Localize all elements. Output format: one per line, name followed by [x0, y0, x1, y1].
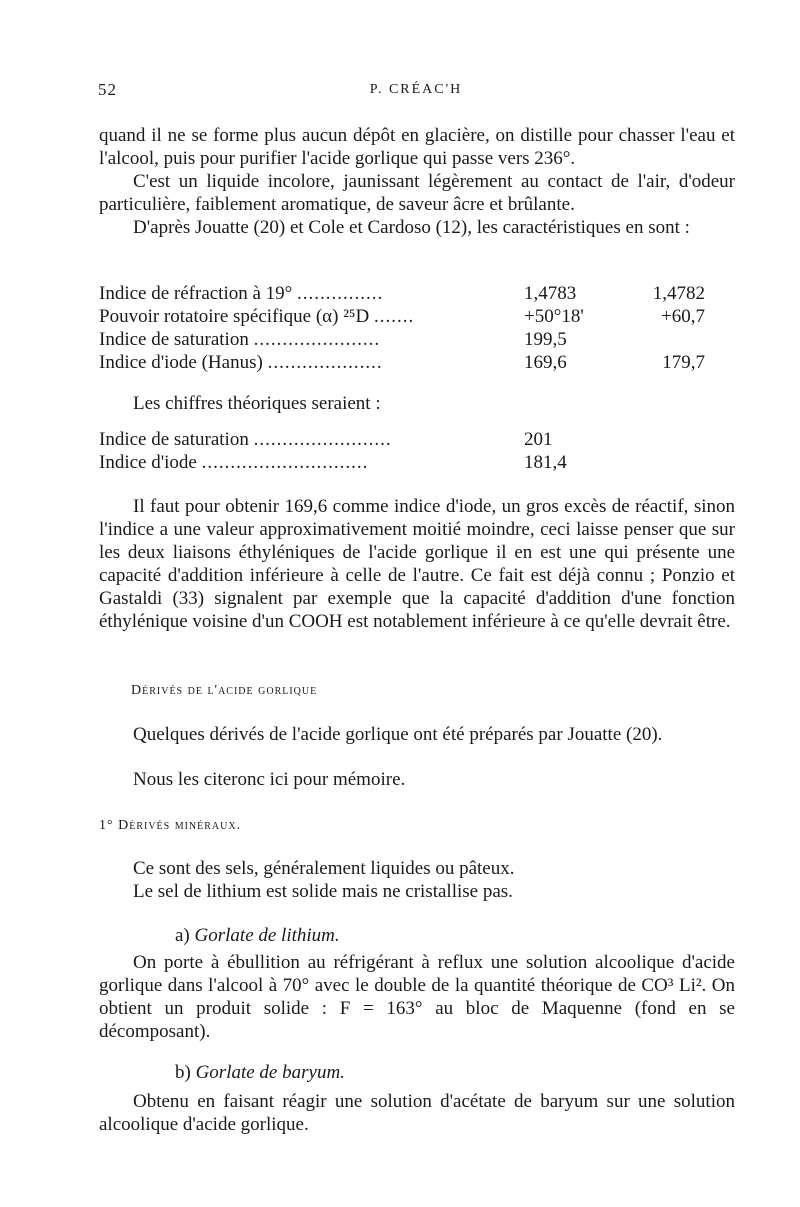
table-row: Indice de saturation ........................ 201: [99, 429, 553, 450]
paragraph-sels: Ce sont des sels, généralement liquides ou pâteux.: [133, 858, 515, 879]
characteristics-table: [99, 283, 735, 375]
running-title: P. CRÉAC'H: [369, 82, 463, 97]
value-cole-cardoso: 1,4782: [652, 283, 705, 304]
paragraph-derives-intro: Quelques dérivés de l'acide gorlique ont été préparés par Jouatte (20).: [133, 724, 663, 745]
paragraph-lithium-prep: On porte à ébullition au réfrigérant à reflux une solution alcoolique d'acide gorlique dans l'alcool à 70° avec le double de la quantité théorique de CO³ Li². On obtient un produit solide : F = 163° au bloc de Maquenne (fond en se décomposant).: [99, 952, 735, 1042]
page-header: [98, 80, 734, 104]
table-row: Indice d'iode (Hanus) .................... 169,6 179,7: [99, 352, 705, 373]
subheading-gorlate-lithium: a) Gorlate de lithium.: [175, 925, 340, 946]
table-row: Pouvoir rotatoire spécifique (α) ²⁵D ....... +50°18' +60,7: [99, 306, 705, 327]
table-row: Indice d'iode ............................. 181,4: [99, 452, 567, 473]
table-row: Indice de réfraction à 19° ............... 1,4783 1,4782: [99, 283, 705, 304]
value-jouatte: +50°18': [524, 306, 584, 327]
paragraph-iodine-discussion: Il faut pour obtenir 169,6 comme indice d'iode, un gros excès de réactif, sinon l'indice a une valeur approximativement moitié moindre, ceci laisse penser que sur les deux liaisons éthyléniques de l'acide gorlique il en est une qui présente une capacité d'addition inférieure à celle de l'autre. Ce fait est déjà connu ; Ponzio et Gastaldi (33) signalent par exemple que la capacité d'addition d'une fonction éthylénique voisine d'un COOH est notablement inférieure à ce qu'elle devrait être.: [99, 496, 735, 632]
paragraph-distillation: quand il ne se forme plus aucun dépôt en glacière, on distille pour chasser l'eau et l'alcool, puis pour purifier l'acide gorlique qui passe vers 236°.: [99, 125, 735, 169]
paragraph-lithium-solid: Le sel de lithium est solide mais ne cristallise pas.: [133, 881, 513, 902]
value-cole-cardoso: 179,7: [662, 352, 705, 373]
value-jouatte: 199,5: [524, 329, 567, 350]
value-jouatte: 1,4783: [524, 283, 577, 304]
value-jouatte: 169,6: [524, 352, 567, 373]
row-label: Indice de réfraction à 19°: [99, 283, 293, 304]
paragraph-memoire: Nous les citeronc ici pour mémoire.: [133, 769, 406, 790]
section-heading-mineraux: 1° Dérivés minéraux.: [99, 818, 242, 833]
section-heading-derives: Dérivés de l'acide gorlique: [131, 683, 318, 698]
value-theoretical: 201: [524, 429, 553, 450]
row-label: Pouvoir rotatoire spécifique (α) ²⁵D: [99, 306, 370, 327]
paragraph-theoretical-intro: Les chiffres théoriques seraient :: [133, 393, 381, 414]
subheading-gorlate-baryum: b) Gorlate de baryum.: [175, 1062, 345, 1083]
theoretical-table: [99, 429, 735, 475]
paragraph-description: C'est un liquide incolore, jaunissant légèrement au contact de l'air, d'odeur particulière, faiblement aromatique, de saveur âcre et brûlante.: [99, 171, 735, 215]
row-label: Indice d'iode (Hanus): [99, 352, 263, 373]
row-label: Indice de saturation: [99, 329, 249, 350]
paragraph-baryum-prep: Obtenu en faisant réagir une solution d'acétate de baryum sur une solution alcoolique d'acide gorlique.: [99, 1091, 735, 1135]
row-label: Indice de saturation: [99, 429, 249, 450]
row-label: Indice d'iode: [99, 452, 197, 473]
value-cole-cardoso: +60,7: [661, 306, 705, 327]
paragraph-characteristics-intro: D'après Jouatte (20) et Cole et Cardoso (12), les caractéristiques en sont :: [133, 217, 690, 238]
value-theoretical: 181,4: [524, 452, 567, 473]
page-number: 52: [98, 80, 117, 99]
table-row: Indice de saturation ...................... 199,5: [99, 329, 567, 350]
